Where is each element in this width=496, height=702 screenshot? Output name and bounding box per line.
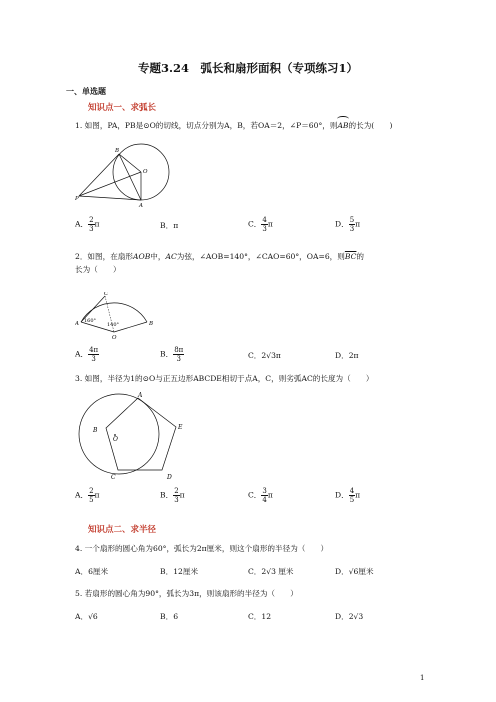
q3-option-a[interactable]: A． $\frac{2}{5}$ π: [75, 487, 100, 504]
q1-arc-label: [337, 120, 348, 132]
q2-option-c[interactable]: C．2√3π: [248, 351, 281, 360]
q3-option-c[interactable]: C． $\frac{3}{4}$ π: [248, 487, 273, 504]
q1-stem-end: 的长为( ): [348, 121, 393, 130]
q2-option-b[interactable]: B． $\frac{8\pi}{3}$: [160, 346, 184, 363]
q3-label-b: B: [93, 427, 98, 434]
q1-option-c[interactable]: C． $\frac{4}{3}$ π: [248, 216, 273, 233]
q1-label-a: A: [139, 203, 143, 208]
question-5-stem: 5. 若扇形的圆心角为90°，弧长为3π，则该扇形的半径为（ ）: [75, 589, 298, 598]
q1-figure: [75, 140, 177, 208]
q1-label-p: P: [75, 196, 79, 202]
q5-option-b[interactable]: B．6: [160, 612, 179, 621]
q3-label-d: D: [167, 474, 172, 481]
q1-label-o: O: [143, 169, 148, 175]
q2-label-c: C: [104, 292, 109, 297]
q3-pentagon: [106, 398, 176, 470]
q5-option-a[interactable]: A．√6: [75, 612, 98, 621]
q1-tangent-pa: [79, 196, 141, 200]
q2-label-160: 160°: [84, 318, 97, 324]
q2-sector-name: AOB: [133, 252, 151, 261]
q1-segment-po: [79, 172, 141, 196]
q3-option-d[interactable]: D． $\frac{4}{5}$ π: [335, 487, 361, 504]
question-3-stem: 3. 如图，半径为1的⊙O与正五边形ABCDE相切于点A，C，则劣弧AC的长度为（ ）: [75, 374, 374, 383]
q2-label-a: A: [75, 321, 79, 327]
page-number: 1: [420, 674, 425, 682]
page-title: 专题3.24 弧长和扇形面积（专项练习1）: [137, 61, 358, 75]
q5-option-d[interactable]: D．2√3: [335, 612, 364, 621]
q2-label-140: 140°: [107, 322, 120, 328]
q3-label-o: O: [113, 436, 118, 443]
q4-option-b[interactable]: B．12厘米: [160, 567, 199, 576]
q2-option-d[interactable]: D．2π: [335, 351, 359, 360]
question-2-stem-line2: 长为（ ）: [75, 265, 121, 274]
q5-option-c[interactable]: C．12: [248, 612, 272, 621]
q3-circle: [79, 394, 159, 474]
q4-option-c[interactable]: C．2√3 厘米: [248, 567, 294, 576]
q3-figure: [75, 390, 191, 482]
q1-option-b[interactable]: B．π: [160, 221, 179, 230]
q2-label-b: B: [149, 321, 154, 327]
q1-option-a[interactable]: A． $\frac{2}{3}$ π: [75, 216, 100, 233]
q1-arc-text: AB: [337, 121, 349, 130]
q3-label-c: C: [111, 474, 116, 481]
q4-option-a[interactable]: A．6厘米: [75, 567, 109, 576]
q2-option-a[interactable]: A． $\frac{4\pi}{3}$: [75, 346, 99, 363]
q2-chord-name: AC: [165, 252, 177, 261]
section-heading: 一、单选题: [66, 86, 106, 96]
knowledge-point-heading-2: 知识点二、求半径: [88, 525, 157, 535]
q4-option-d[interactable]: D．√6厘米: [335, 567, 374, 576]
q1-label-b: B: [115, 148, 120, 154]
q2-figure: [75, 292, 155, 340]
q1-stem-text: 1. 如图，PA，PB是⊙O的切线，切点分别为A，B，若OA＝2，∠P＝60°，则: [75, 121, 338, 130]
knowledge-point-heading: 知识点一、求弧长: [88, 103, 157, 113]
question-2-stem: 2．如图，在扇形AOB中，AC为弦，∠AOB=140°，∠CAO=60°，OA=6，则$\overline{BC}$的: [75, 252, 365, 261]
q2-label-o: O: [112, 335, 117, 340]
q1-radius-ob: [119, 154, 141, 172]
question-1-stem: [75, 120, 392, 132]
question-4-stem: 4. 一个扇形的圆心角为60°，弧长为2π厘米，则这个扇形的半径为（ ）: [75, 544, 329, 553]
q3-label-e: E: [178, 424, 183, 431]
q3-label-a: A: [138, 392, 143, 399]
q3-option-b[interactable]: B． $\frac{2}{3}$ π: [160, 487, 185, 504]
q1-option-d[interactable]: D． $\frac{5}{3}$ π: [335, 216, 361, 233]
q2-arc-name: $\overline{BC}$: [344, 252, 357, 261]
